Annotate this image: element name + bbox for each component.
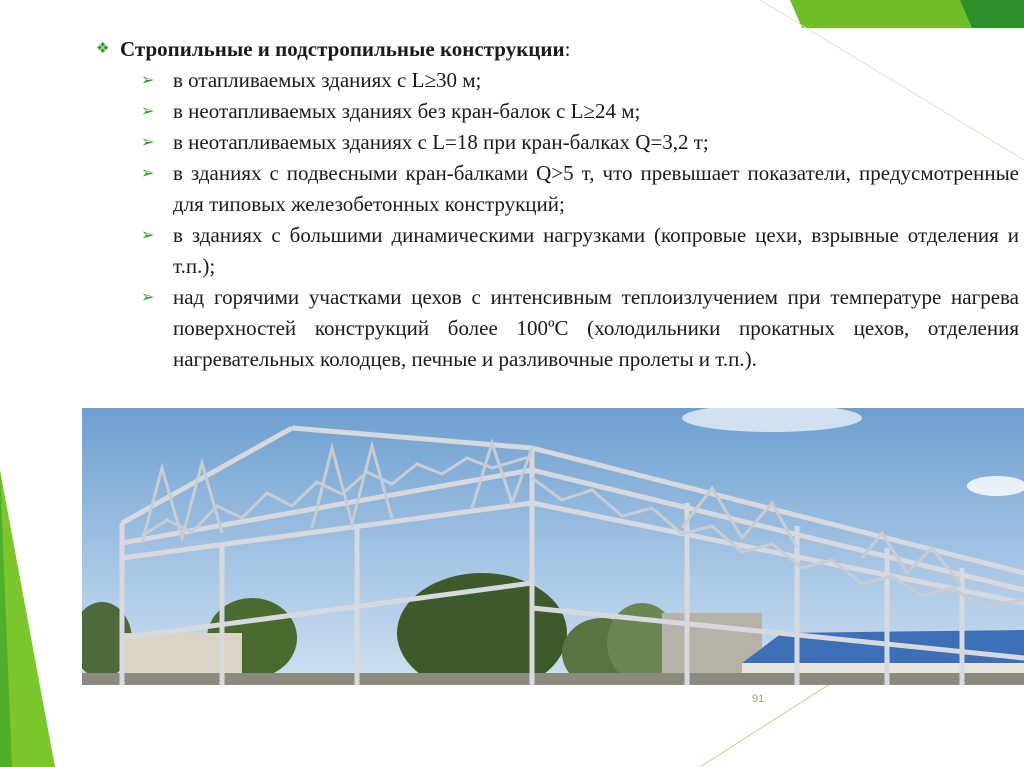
list-item: ➢ в зданиях с подвесными кран-балками Q>5 т, что превышает показатели, предусмотренные для типовых железобетонных конструкций;: [95, 158, 1019, 220]
heading-row: [95, 34, 1019, 65]
arrow-bullet-icon: ➢: [141, 289, 155, 306]
truss-illustration: [82, 408, 1024, 685]
list-item: ➢ в отапливаемых зданиях с L≥30 м;: [95, 65, 1019, 96]
diamond-bullet-icon: ❖: [96, 41, 110, 57]
arrow-bullet-icon: ➢: [141, 72, 155, 89]
list-item: ➢ над горячими участками цехов с интенсивным теплоизлучением при температуре нагрева поверхностей конструкций более 100ºС (холодильники прокатных цехов, отделения нагревательных колодцев, печные и разливочные пролеты и т.п.).: [95, 282, 1019, 375]
slide-heading: Стропильные и подстропильные конструкции:: [120, 37, 571, 61]
list-item: ➢ в неотапливаемых зданиях без кран-балок с L≥24 м;: [95, 96, 1019, 127]
arrow-bullet-icon: ➢: [141, 134, 155, 151]
bullet-list: [95, 65, 1019, 375]
list-item: ➢ в неотапливаемых зданиях с L=18 при кран-балках Q=3,2 т;: [95, 127, 1019, 158]
list-item: ➢ в зданиях с большими динамическими нагрузками (копровые цехи, взрывные отделения и т.п.);: [95, 220, 1019, 282]
content-text: [95, 34, 1019, 375]
steel-truss-frame-photo: [82, 408, 1024, 685]
page-number: 91: [752, 693, 765, 705]
arrow-bullet-icon: ➢: [141, 103, 155, 120]
arrow-bullet-icon: ➢: [141, 165, 155, 182]
arrow-bullet-icon: ➢: [141, 227, 155, 244]
